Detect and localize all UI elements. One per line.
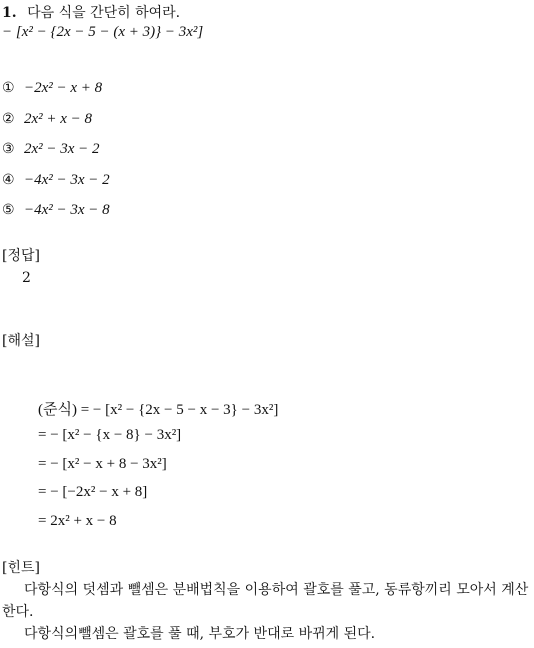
question-number: 1. — [2, 5, 17, 21]
question-title — [2, 2, 180, 22]
answer-label: [정답] — [2, 248, 40, 264]
explanation-step: = − [x² − x + 8 − 3x²] — [38, 456, 167, 472]
hint-paragraph: 다항식의 덧셈과 뺄셈은 분배법칙을 이용하여 괄호를 풀고, 동류항끼리 모아서 계산한다. — [2, 582, 529, 620]
explanation-step: = 2x² + x − 8 — [38, 513, 117, 529]
option-3[interactable] — [2, 141, 100, 158]
explanation-step: = − [−2x² − x + 8] — [38, 484, 148, 500]
option-2[interactable] — [2, 111, 92, 128]
explanation-label: [해설] — [2, 333, 40, 349]
question-prompt: 다음 식을 간단히 하여라. — [27, 5, 181, 21]
option-text: 2x² − 3x − 2 — [24, 141, 100, 157]
explanation-step: = − [x² − {x − 8} − 3x²] — [38, 427, 182, 443]
option-text: −4x² − 3x − 8 — [24, 202, 110, 218]
option-text: 2x² + x − 8 — [24, 111, 93, 127]
option-marker: ② — [2, 111, 15, 127]
explanation-step: (준식) = − [x² − {2x − 5 − x − 3} − 3x²] — [38, 402, 279, 418]
option-marker: ⑤ — [2, 202, 15, 218]
option-marker: ③ — [2, 141, 15, 157]
hint-body — [2, 579, 530, 645]
option-1[interactable] — [2, 80, 102, 97]
option-4[interactable] — [2, 172, 110, 189]
hint-label: [힌트] — [2, 560, 40, 576]
answer-value: 2 — [22, 270, 31, 286]
option-5[interactable] — [2, 202, 110, 219]
option-marker: ① — [2, 80, 15, 96]
question-expression: − [x² − {2x − 5 − (x + 3)} − 3x²] — [2, 24, 204, 40]
option-text: −2x² − x + 8 — [24, 80, 103, 96]
hint-paragraph: 다항식의뺄셈은 괄호를 풀 때, 부호가 반대로 바뀌게 된다. — [24, 626, 376, 642]
option-marker: ④ — [2, 172, 15, 188]
option-text: −4x² − 3x − 2 — [24, 172, 110, 188]
